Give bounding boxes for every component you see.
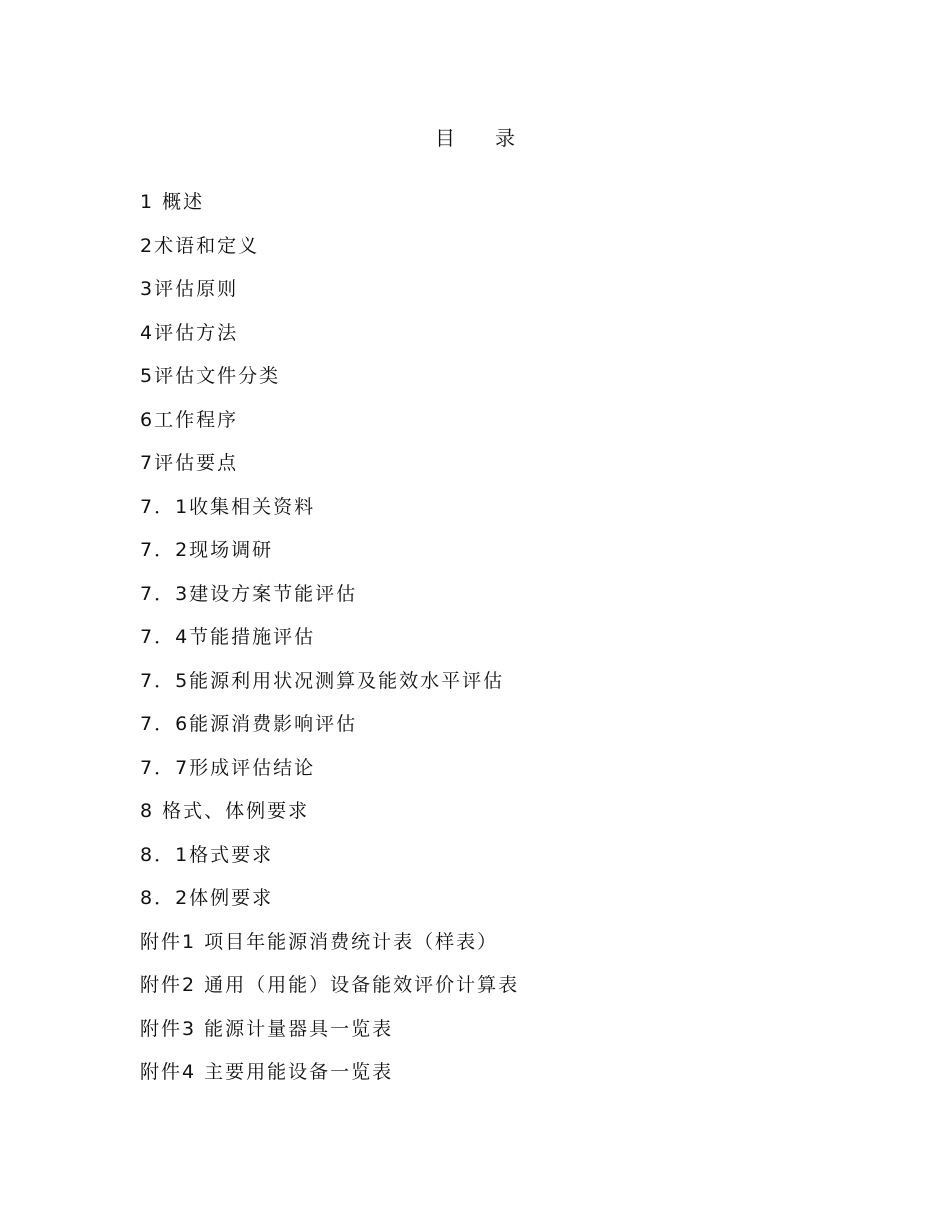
toc-entry-7-7: 7．7形成评估结论: [140, 756, 316, 779]
toc-entry-7-1: 7．1收集相关资料: [140, 495, 316, 518]
toc-entry-7-5: 7．5能源利用状况测算及能效水平评估: [140, 669, 505, 692]
toc-appendix-3: 附件3 能源计量器具一览表: [140, 1017, 394, 1040]
toc-appendix-4: 附件4 主要用能设备一览表: [140, 1061, 394, 1083]
toc-entry-4: 4评估方法: [140, 321, 239, 344]
toc-entry-8-2: 8．2体例要求: [140, 887, 274, 909]
toc-entry-1: 1 概述: [140, 191, 205, 213]
toc-entry-7-3: 7．3建设方案节能评估: [140, 582, 358, 605]
toc-entry-7: 7评估要点: [140, 452, 239, 474]
toc-entry-8: 8 格式、体例要求: [140, 800, 310, 822]
toc-entry-6: 6工作程序: [140, 408, 239, 431]
toc-appendix-1: 附件1 项目年能源消费统计表（样表）: [140, 930, 499, 953]
title-char-right: 录: [495, 126, 515, 150]
toc-entry-7-6: 7．6能源消费影响评估: [140, 713, 358, 735]
toc-entry-7-2: 7．2现场调研: [140, 539, 274, 561]
page-title: [0, 122, 950, 151]
title-char-left: 目: [435, 126, 455, 150]
toc-entry-8-1: 8．1格式要求: [140, 843, 274, 866]
toc-entry-7-4: 7．4节能措施评估: [140, 626, 316, 648]
toc-entry-5: 5评估文件分类: [140, 365, 281, 387]
table-of-contents: [140, 188, 519, 1102]
toc-entry-2: 2术语和定义: [140, 234, 260, 257]
toc-appendix-2: 附件2 通用（用能）设备能效评价计算表: [140, 974, 520, 996]
toc-entry-3: 3评估原则: [140, 278, 239, 300]
